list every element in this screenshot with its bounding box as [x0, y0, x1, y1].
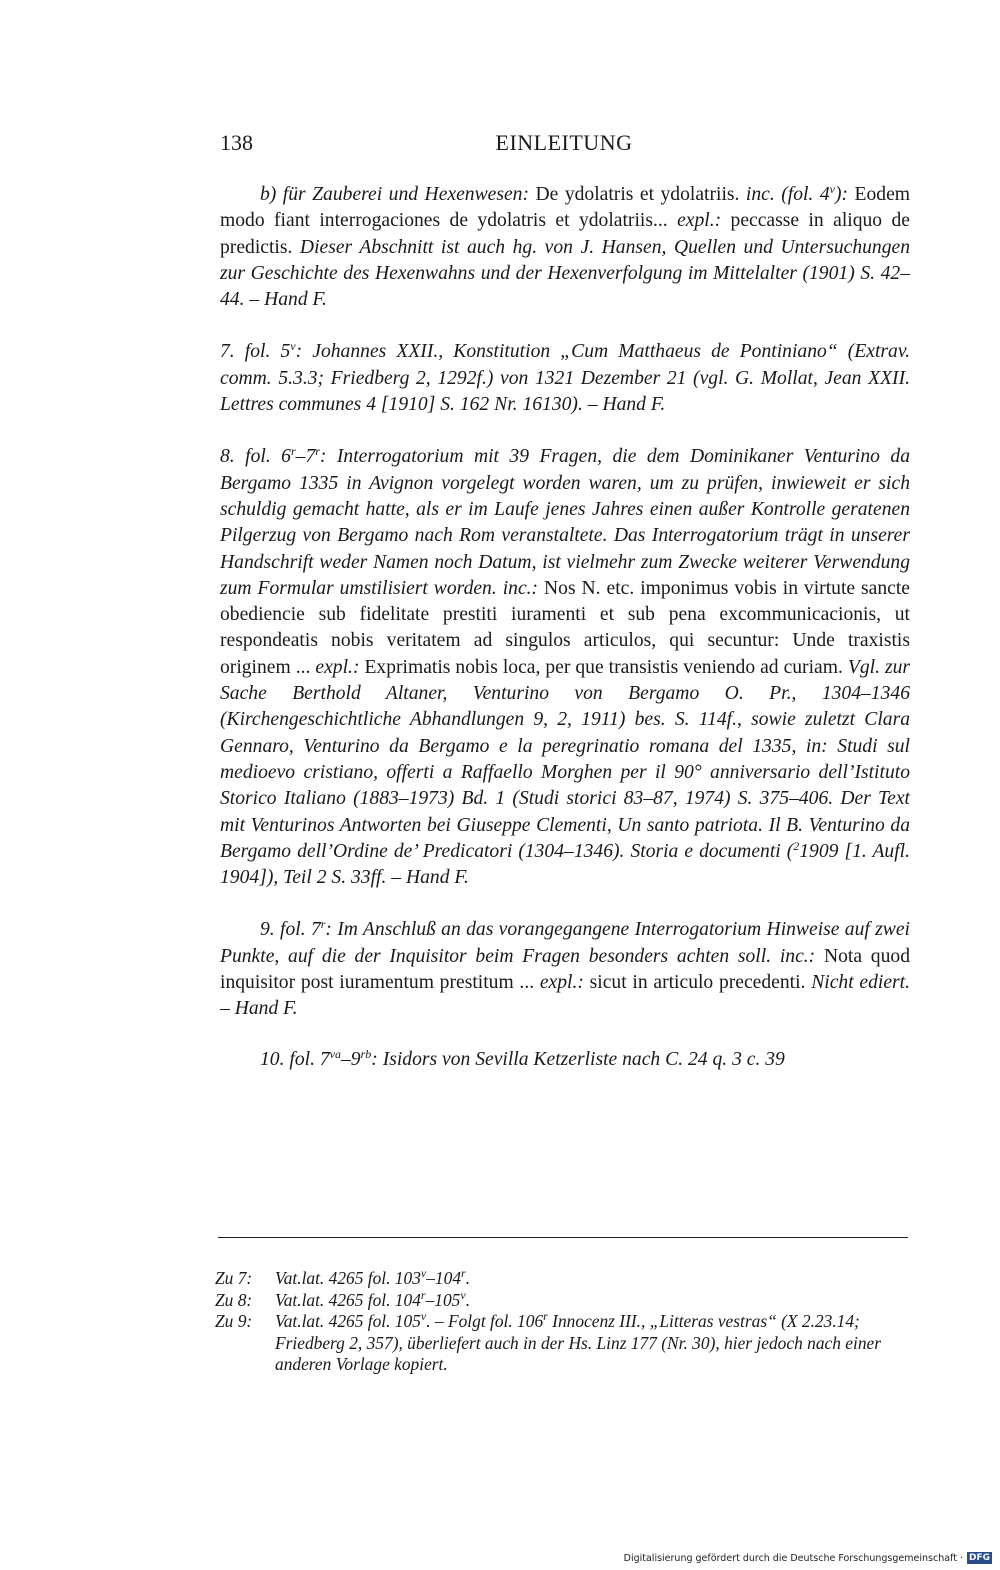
text-span: : Isidors von Sevilla Ketzerliste nach C. 24 q. 3 c. 39	[371, 1048, 785, 1070]
page-number: 138	[220, 130, 253, 155]
superscript: r	[315, 444, 320, 459]
footnote-text	[275, 1287, 915, 1312]
text-span: –104	[426, 1268, 462, 1288]
dfg-logo: DFG	[968, 1553, 990, 1563]
superscript: va	[329, 1046, 341, 1061]
text-span: 7. fol. 5	[220, 341, 291, 363]
text-span: 10. fol. 7	[260, 1048, 330, 1070]
paragraph-8	[220, 444, 910, 891]
superscript: r	[543, 1309, 548, 1323]
superscript: v	[420, 1266, 427, 1280]
superscript: r	[461, 1266, 466, 1280]
text-span: : Interrogatorium mit 39 Fragen, die dem Dominikaner Venturino da Bergamo 1335 in Avignon vorgelegt worden waren, um zu prüfen, inwieweit er sich schuldig gemacht hatte, als er im Laufe jenes Jahres einen außer Kontrolle geratenen Pilgerzug von Bergamo nach Rom veranstaltete. Das Interrogatorium trägt in unserer Handschrift weder Namen noch Datum, ist vielmehr zum Zwecke weiterer Verwendung zum Formular umstilisiert worden. inc.:	[220, 446, 911, 599]
text-span: Nicht ediert. – Hand F.	[220, 972, 910, 1020]
text-span: . – Folgt fol. 106	[426, 1311, 544, 1331]
running-head: EINLEITUNG	[495, 130, 633, 155]
text-span: 9. fol. 7	[260, 919, 321, 941]
main-text	[220, 182, 910, 1073]
superscript: v	[460, 1287, 466, 1302]
footnote	[215, 1268, 915, 1290]
text-span: Exprimatis nobis loca, per que transistis veniendo ad curiam.	[359, 656, 848, 678]
digitization-footer	[624, 1550, 992, 1566]
text-span: expl.:	[677, 210, 722, 232]
footer-text: Digitalisierung gefördert durch die Deutsche Forschungsgemeinschaft ·	[623, 1552, 963, 1564]
footnote	[215, 1287, 915, 1312]
text-span: sicut in articulo precedenti.	[583, 972, 812, 994]
superscript: r	[320, 917, 326, 932]
paragraph-b	[220, 182, 910, 313]
paragraph-9	[220, 917, 910, 1022]
superscript: v	[829, 182, 835, 196]
text-span: .	[465, 1289, 471, 1310]
text-span: Innocenz III., „Litteras vestras“ (X 2.23.14; Friedberg 2, 357), überliefert auch in der Hs. Linz 177 (Nr. 30), hier jedoch nach einer anderen Vorlage kopiert.	[275, 1311, 882, 1374]
text-span: expl.:	[315, 656, 360, 678]
text-span: b) für Zauberei und Hexenwesen:	[260, 184, 529, 205]
text-span: peccasse in aliquo de predictis.	[220, 210, 911, 258]
text-span: 1909 [1. Aufl. 1904]), Teil 2 S. 33ff. – Hand F.	[220, 840, 910, 889]
footnote-rule	[218, 1237, 908, 1238]
text-span: : Johannes XXII., Konstitution „Cum Matthaeus de Pontiniano“ (Extrav. comm. 5.3.3; Friedberg 2, 1292f.) von 1321 Dezember 21 (vgl. G. Mollat, Jean XXII. Lettres communes 4 [1910] S. 162 Nr. 16130). – Hand F.	[220, 341, 910, 416]
text-span: .	[465, 1268, 471, 1288]
text-span: ):	[834, 184, 849, 205]
superscript: v	[420, 1309, 427, 1323]
text-span: Nota quod inquisitor post iuramentum prestitum ...	[220, 945, 910, 994]
text-span: inc. (fol. 4	[745, 184, 830, 205]
text-span: –105	[425, 1289, 461, 1310]
text-span: Vat.lat. 4265 fol. 103	[275, 1268, 421, 1288]
text-span: Eodem modo fiant interrogaciones de ydolatris et ydolatriis...	[220, 184, 911, 232]
footnote-text	[275, 1311, 915, 1376]
superscript: r	[420, 1287, 426, 1302]
text-span: –9	[341, 1048, 361, 1070]
text-span: Vgl. zur Sache Berthold Altaner, Venturino von Bergamo O. Pr., 1304–1346 (Kirchengeschichtliche Abhandlungen 9, 2, 1911) bes. S. 114f., sowie zuletzt Clara Gennaro, Venturino da Bergamo e la peregrinatio romana del 1335, in: Studi sul medioevo cristiano, offerti a Raffaello Morghen per il 90° anniversario dell’Istituto Storico Italiano (1883–1973) Bd. 1 (Studi storici 83–87, 1974) S. 375–406. Der Text mit Venturinos Antworten bei Giuseppe Clementi, Un santo patriota. Il B. Venturino da Bergamo dell’Ordine de’ Predicatori (1304–1346). Storia e documenti (	[220, 656, 910, 862]
footnote-label: Zu 9:	[215, 1311, 253, 1331]
text-span: : Im Anschluß an das vorangegangene Interrogatorium Hinweise auf zwei Punkte, auf die der Inquisitor beim Fragen besonders achten soll. inc.:	[220, 919, 910, 967]
paragraph-10	[220, 1047, 910, 1073]
text-span: De ydolatris et ydolatriis.	[529, 184, 746, 205]
footnote-label: Zu 8:	[215, 1289, 253, 1310]
footnote-text	[275, 1268, 915, 1290]
footnote	[215, 1311, 915, 1376]
footnote-label: Zu 7:	[215, 1268, 253, 1288]
superscript: v	[290, 339, 296, 354]
superscript: 2	[793, 838, 800, 853]
text-span: Vat.lat. 4265 fol. 105	[275, 1311, 421, 1331]
page-header	[220, 128, 908, 160]
text-span: 8. fol. 6	[220, 446, 291, 468]
footnotes	[215, 1268, 915, 1376]
paragraph-7	[220, 339, 910, 418]
text-span: Dieser Abschnitt ist auch hg. von J. Hansen, Quellen und Untersuchungen zur Geschichte des Hexenwahns und der Hexenverfolgung im Mittelalter (1901) S. 42–44. – Hand F.	[220, 236, 911, 311]
superscript: rb	[360, 1046, 372, 1061]
text-span: –7	[295, 446, 316, 468]
text-span: Nos N. etc. imponimus vobis in virtute sancte obediencie sub fidelitate prestiti iuramenti et sub pena excommunicacionis, ut respondeatis nobis veritatem ad singulos articulos, qui secuntur: Unde traxistis originem ...	[220, 577, 910, 678]
superscript: r	[290, 444, 296, 459]
text-span: expl.:	[539, 972, 584, 994]
text-span: Vat.lat. 4265 fol. 104	[275, 1289, 421, 1310]
